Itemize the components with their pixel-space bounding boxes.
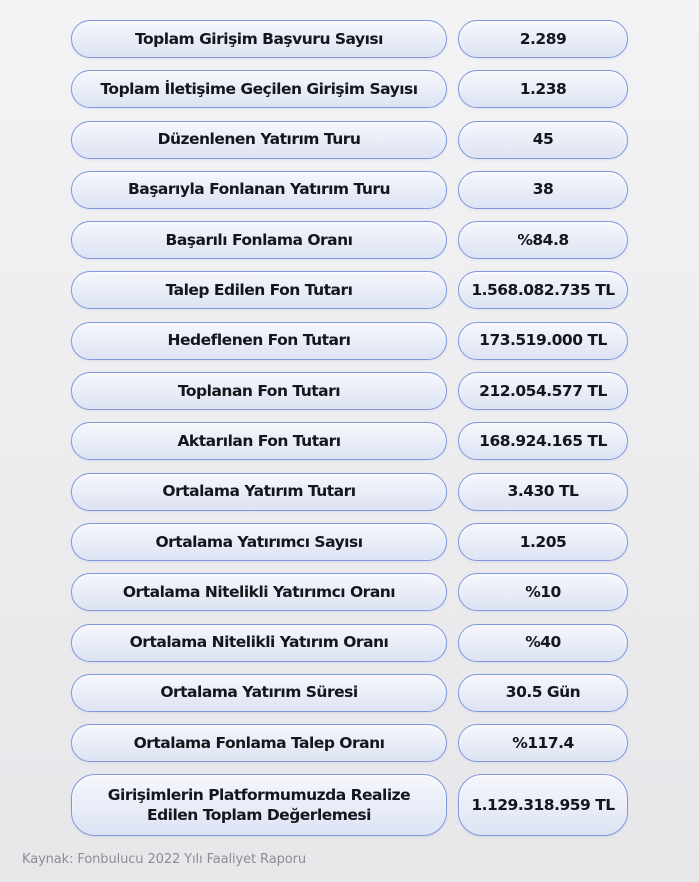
statistics-table	[71, 20, 628, 836]
stat-row	[71, 70, 628, 108]
stat-row	[71, 322, 628, 360]
stat-value: 1.238	[458, 70, 628, 108]
stat-value: %117.4	[458, 724, 628, 762]
stat-row	[71, 724, 628, 762]
stat-label: Ortalama Nitelikli Yatırımcı Oranı	[71, 573, 447, 611]
stat-value: %40	[458, 624, 628, 662]
stat-value: 38	[458, 171, 628, 209]
stat-row	[71, 624, 628, 662]
stat-label: Toplam İletişime Geçilen Girişim Sayısı	[71, 70, 447, 108]
stat-row	[71, 674, 628, 712]
stat-value: 1.129.318.959 TL	[458, 774, 628, 836]
stat-label: Talep Edilen Fon Tutarı	[71, 271, 447, 309]
stat-value: 1.568.082.735 TL	[458, 271, 628, 309]
stat-row	[71, 20, 628, 58]
stat-row	[71, 171, 628, 209]
stat-label	[71, 774, 447, 836]
stat-value: 2.289	[458, 20, 628, 58]
stat-row	[71, 221, 628, 259]
stat-label: Ortalama Nitelikli Yatırım Oranı	[71, 624, 447, 662]
stat-label: Toplam Girişim Başvuru Sayısı	[71, 20, 447, 58]
source-caption: Kaynak: Fonbulucu 2022 Yılı Faaliyet Raporu	[22, 852, 306, 867]
stat-value: %10	[458, 573, 628, 611]
stat-label: Düzenlenen Yatırım Turu	[71, 121, 447, 159]
stat-value: 1.205	[458, 523, 628, 561]
stat-row	[71, 121, 628, 159]
stat-row	[71, 523, 628, 561]
stat-value: 168.924.165 TL	[458, 422, 628, 460]
stat-label: Toplanan Fon Tutarı	[71, 372, 447, 410]
stat-label: Başarıyla Fonlanan Yatırım Turu	[71, 171, 447, 209]
stat-value: 3.430 TL	[458, 473, 628, 511]
stat-row-final	[71, 774, 628, 836]
stat-row	[71, 422, 628, 460]
stat-label: Aktarılan Fon Tutarı	[71, 422, 447, 460]
stat-value: %84.8	[458, 221, 628, 259]
stat-label: Ortalama Yatırım Süresi	[71, 674, 447, 712]
stat-label: Ortalama Yatırımcı Sayısı	[71, 523, 447, 561]
stat-label: Ortalama Yatırım Tutarı	[71, 473, 447, 511]
stat-value: 30.5 Gün	[458, 674, 628, 712]
stat-label-line: Girişimlerin Platformumuzda Realize	[107, 785, 411, 804]
stat-row	[71, 473, 628, 511]
stat-value: 212.054.577 TL	[458, 372, 628, 410]
stat-label-line: Edilen Toplam Değerlemesi	[146, 806, 371, 825]
stat-value: 173.519.000 TL	[458, 322, 628, 360]
stat-row	[71, 372, 628, 410]
stat-label: Başarılı Fonlama Oranı	[71, 221, 447, 259]
stat-label: Ortalama Fonlama Talep Oranı	[71, 724, 447, 762]
stat-row	[71, 573, 628, 611]
stat-value: 45	[458, 121, 628, 159]
stat-row	[71, 271, 628, 309]
stat-label: Hedeflenen Fon Tutarı	[71, 322, 447, 360]
